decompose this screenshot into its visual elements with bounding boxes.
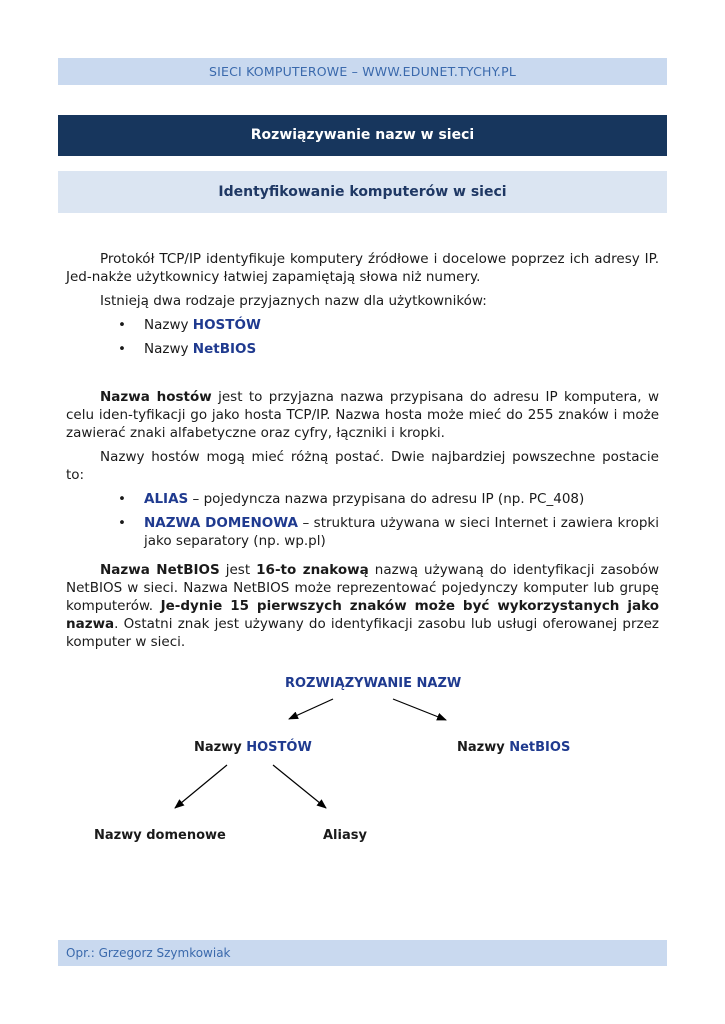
list-item-prefix: Nazwy bbox=[144, 317, 193, 333]
list-item-desc: – struktura używana w sieci Internet i zawiera kropki jako separatory (np. wp.pl) bbox=[144, 515, 659, 549]
section-subtitle bbox=[58, 171, 667, 213]
list-item-highlight: HOSTÓW bbox=[192, 317, 261, 333]
list-item bbox=[66, 490, 659, 508]
netbios-text: . Ostatni znak jest używany do identyfikacji zasobu lub usługi oferowanej przez komputer w sieci. bbox=[66, 616, 659, 650]
diagram-aliases-node: Aliasy bbox=[323, 828, 367, 843]
list-item bbox=[66, 514, 659, 550]
page-footer bbox=[58, 940, 667, 966]
arrow-to-aliases bbox=[273, 765, 326, 808]
footer-text: Opr.: Grzegorz Szymkowiak bbox=[66, 946, 231, 960]
diagram-node-prefix: Nazwy bbox=[457, 740, 510, 755]
netbios-length: 16-to znakową bbox=[256, 562, 369, 578]
netbios-term: Nazwa NetBIOS bbox=[100, 562, 220, 578]
arrow-to-hosts bbox=[289, 699, 333, 719]
list-item-highlight: NetBIOS bbox=[192, 341, 257, 357]
name-resolution-diagram bbox=[0, 660, 725, 860]
hosts-forms-paragraph: Nazwy hostów mogą mieć różną postać. Dwie najbardziej powszechne postacie to: bbox=[66, 449, 659, 483]
name-types-list bbox=[66, 316, 659, 358]
list-item bbox=[66, 316, 659, 334]
hosts-paragraph bbox=[66, 388, 659, 442]
host-forms-list bbox=[66, 490, 659, 550]
diagram-domain-names-node: Nazwy domenowe bbox=[94, 828, 226, 843]
diagram-node-highlight: HOSTÓW bbox=[246, 740, 312, 755]
header-text: SIECI KOMPUTEROWE – WWW.EDUNET.TYCHY.PL bbox=[208, 64, 516, 79]
netbios-section bbox=[66, 561, 659, 651]
section-subtitle-text: Identyfikowanie komputerów w sieci bbox=[218, 184, 507, 200]
netbios-limit: Je-dynie 15 pierwszych znaków może być wykorzystanych jako nazwa bbox=[66, 598, 659, 632]
diagram-node-highlight: NetBIOS bbox=[509, 740, 571, 755]
hosts-term: Nazwa hostów bbox=[100, 389, 212, 405]
list-item-prefix: Nazwy bbox=[144, 341, 193, 357]
arrow-to-netbios bbox=[393, 699, 446, 720]
diagram-netbios-node bbox=[457, 740, 570, 755]
netbios-text: jest bbox=[219, 562, 257, 578]
intro-types-paragraph: Istnieją dwa rodzaje przyjaznych nazw dla użytkowników: bbox=[100, 293, 487, 309]
section-title bbox=[58, 115, 667, 156]
arrow-to-domain-names bbox=[175, 765, 227, 808]
hosts-definition: jest to przyjazna nazwa przypisana do adresu IP komputera, w celu iden-tyfikacji go jako hosta TCP/IP. Nazwa hosta może mieć do 255 znaków i może zawierać znaki alfabetyczne oraz cyfry, łączniki i kropki. bbox=[66, 389, 659, 441]
intro-paragraph: Protokół TCP/IP identyfikuje komputery źródłowe i docelowe poprzez ich adresy IP. Jed-nakże użytkownicy łatwiej zapamiętają słowa niż numery. bbox=[66, 251, 659, 285]
page-header bbox=[58, 58, 667, 85]
diagram-node-prefix: Nazwy bbox=[194, 740, 247, 755]
diagram-hosts-node bbox=[194, 740, 312, 755]
intro-section bbox=[66, 250, 659, 358]
list-item-term: ALIAS bbox=[144, 491, 189, 507]
netbios-paragraph bbox=[66, 561, 659, 651]
netbios-text: nazwą używaną do identyfikacji zasobów NetBIOS w sieci. Nazwa NetBIOS może reprezentować pojedynczy komputer lub grupę komputerów. bbox=[66, 562, 660, 614]
diagram-root: ROZWIĄZYWANIE NAZW bbox=[285, 676, 462, 691]
list-item-term: NAZWA DOMENOWA bbox=[144, 515, 298, 531]
section-title-text: Rozwiązywanie nazw w sieci bbox=[250, 127, 475, 143]
hosts-section bbox=[66, 388, 659, 550]
list-item-desc: – pojedyncza nazwa przypisana do adresu IP (np. PC_408) bbox=[188, 491, 585, 507]
list-item bbox=[66, 340, 659, 358]
